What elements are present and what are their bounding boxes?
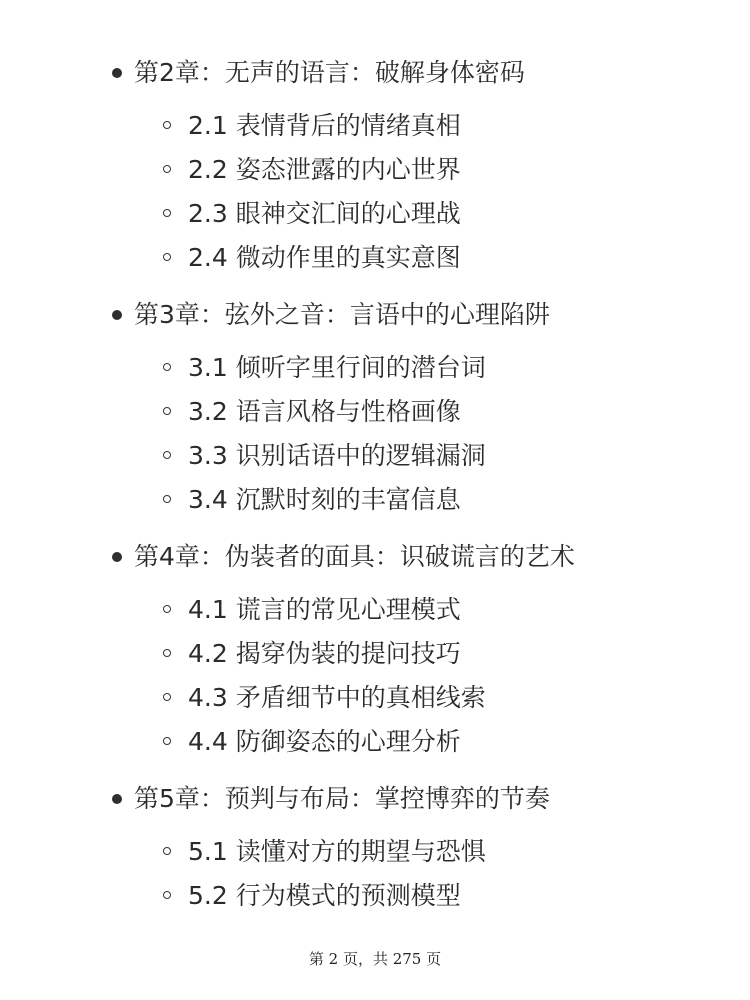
section-entry [0,676,750,720]
section-title: 2.3 眼神交汇间的心理战 [188,199,461,228]
section-title: 2.2 姿态泄露的内心世界 [188,155,461,184]
chapter-title: 第2章：无声的语言：破解身体密码 [134,58,525,87]
section-entry [0,192,750,236]
section-title: 4.2 揭穿伪装的提问技巧 [188,639,461,668]
section-entry [0,346,750,390]
section-title: 3.2 语言风格与性格画像 [188,397,461,426]
section-title: 3.4 沉默时刻的丰富信息 [188,485,461,514]
chapter-title: 第4章：伪装者的面具：识破谎言的艺术 [134,542,575,571]
section-list [0,830,750,918]
chapter-entry [0,48,750,98]
section-entry [0,478,750,522]
section-list [0,104,750,280]
chapter-entry [0,774,750,824]
hollow-bullet-icon [163,165,171,173]
chapter-entry [0,290,750,340]
section-entry [0,632,750,676]
page-number-footer: 第 2 页，共 275 页 [308,950,442,968]
section-entry [0,874,750,918]
hollow-bullet-icon [163,253,171,261]
filled-bullet-icon [112,552,122,562]
hollow-bullet-icon [163,451,171,459]
section-entry [0,148,750,192]
section-entry [0,236,750,280]
hollow-bullet-icon [163,649,171,657]
section-title: 3.1 倾听字里行间的潜台词 [188,353,486,382]
section-title: 4.1 谎言的常见心理模式 [188,595,461,624]
filled-bullet-icon [112,794,122,804]
section-title: 2.4 微动作里的真实意图 [188,243,461,272]
hollow-bullet-icon [163,121,171,129]
section-title: 4.3 矛盾细节中的真相线索 [188,683,486,712]
section-title: 5.1 读懂对方的期望与恐惧 [188,837,486,866]
section-entry [0,588,750,632]
chapter-entry [0,532,750,582]
chapter-title: 第5章：预判与布局：掌控博弈的节奏 [134,784,550,813]
hollow-bullet-icon [163,605,171,613]
hollow-bullet-icon [163,209,171,217]
chapter-title: 第3章：弦外之音：言语中的心理陷阱 [134,300,550,329]
section-entry [0,434,750,478]
hollow-bullet-icon [163,891,171,899]
filled-bullet-icon [112,310,122,320]
section-list [0,346,750,522]
section-entry [0,830,750,874]
section-title: 3.3 识别话语中的逻辑漏洞 [188,441,486,470]
section-title: 5.2 行为模式的预测模型 [188,881,461,910]
hollow-bullet-icon [163,737,171,745]
hollow-bullet-icon [163,495,171,503]
hollow-bullet-icon [163,407,171,415]
section-entry [0,720,750,764]
section-entry [0,104,750,148]
table-of-contents [0,48,750,928]
filled-bullet-icon [112,68,122,78]
hollow-bullet-icon [163,363,171,371]
section-entry [0,390,750,434]
section-title: 4.4 防御姿态的心理分析 [188,727,461,756]
hollow-bullet-icon [163,693,171,701]
hollow-bullet-icon [163,847,171,855]
section-list [0,588,750,764]
section-title: 2.1 表情背后的情绪真相 [188,111,461,140]
